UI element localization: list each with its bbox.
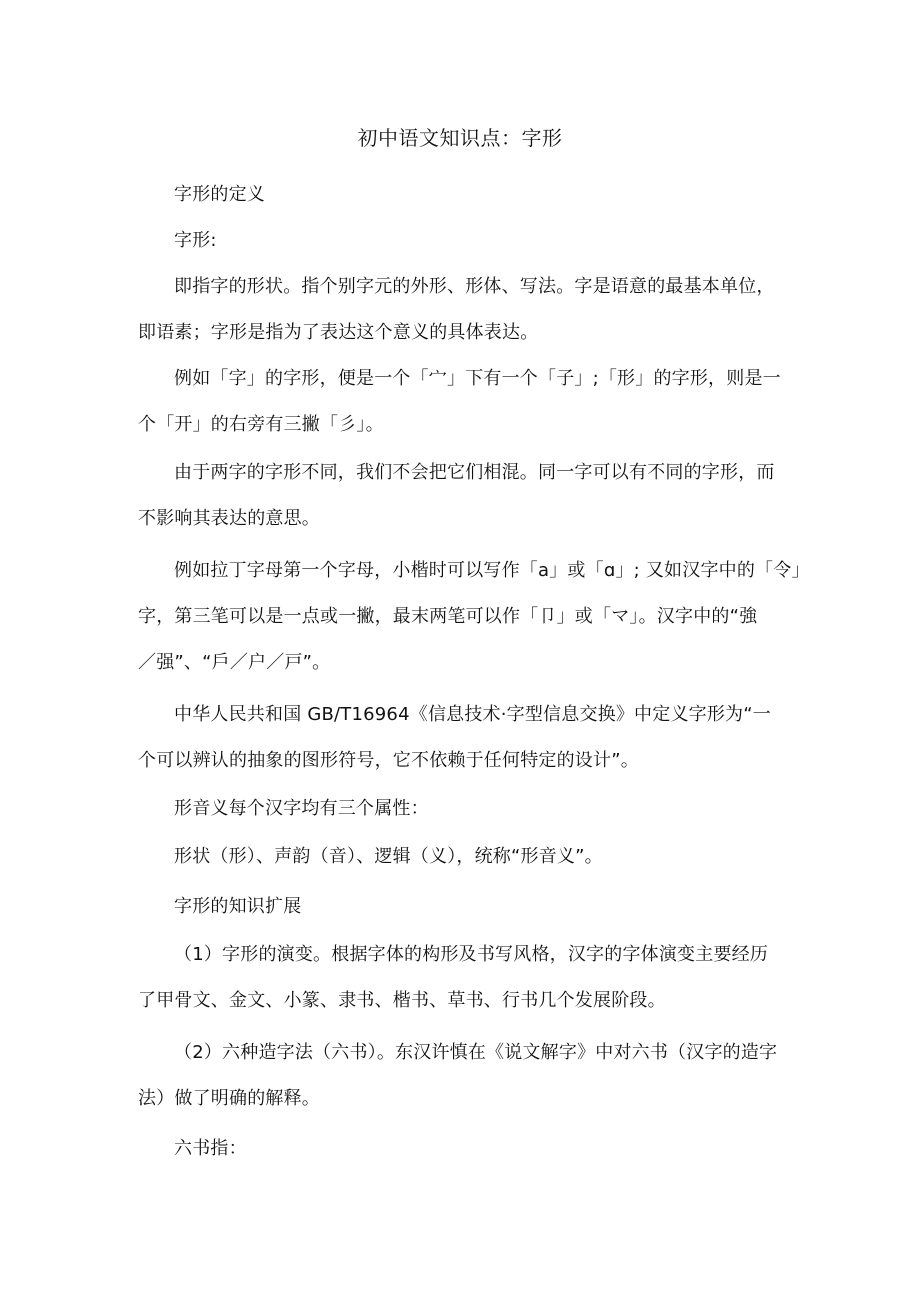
text-line: 由于两字的字形不同，我们不会把它们相混。同一字可以有不同的字形，而	[174, 462, 775, 483]
text-line: 字，第三笔可以是一点或一撇，最末两笔可以作「卩」或「マ」。汉字中的“強	[138, 606, 758, 627]
text-line: 形状（形）、声韵（音）、逻辑（义），统称“形音义”。	[174, 846, 603, 867]
text-line: 字形:	[174, 230, 217, 251]
text-line: 个「开」的右旁有三撇「彡」。	[138, 414, 384, 435]
document-title: 初中语文知识点：字形	[357, 126, 563, 150]
paragraph-liushu	[138, 1030, 798, 1122]
text-line: （2）六种造字法（六书）。东汉许慎在《说文解字》中对六书（汉字的造字	[174, 1042, 778, 1063]
paragraph-xingyinyi	[138, 834, 798, 880]
text-line: 字形的定义	[174, 184, 265, 205]
paragraph-zixing-label	[138, 218, 798, 264]
text-line: 不影响其表达的意思。	[138, 508, 320, 529]
paragraph-example-latin	[138, 548, 810, 686]
text-line: 六书指：	[174, 1138, 247, 1159]
text-line: 形音义每个汉字均有三个属性：	[174, 798, 429, 819]
paragraph-three-attributes	[138, 786, 798, 832]
text-line: 即指字的形状。指个别字元的外形、形体、写法。字是语意的最基本单位，	[174, 276, 775, 297]
paragraph-evolution	[138, 932, 798, 1024]
paragraph-extension-heading	[138, 884, 798, 930]
paragraph-difference	[138, 450, 798, 542]
text-line: ／强”、“戶／户／戸”。	[138, 652, 331, 673]
text-line: 个可以辨认的抽象的图形符号，它不依赖于任何特定的设计”。	[138, 750, 639, 771]
text-line: 例如「字」的字形，便是一个「宀」下有一个「子」;「形」的字形，则是一	[174, 368, 781, 389]
paragraph-example-zi	[138, 356, 798, 448]
text-line: 字形的知识扩展	[174, 896, 302, 917]
text-line: （1）字形的演变。根据字体的构形及书写风格，汉字的字体演变主要经历	[174, 944, 769, 965]
text-line: 即语素；字形是指为了表达这个意义的具体表达。	[138, 322, 539, 343]
paragraph-gb-standard	[138, 692, 798, 784]
paragraph-definition-heading	[138, 172, 798, 218]
text-line: 例如拉丁字母第一个字母，小楷时可以写作「a」或「ɑ」; 又如汉字中的「令」	[174, 560, 810, 581]
text-line: 法）做了明确的解释。	[138, 1088, 320, 1109]
paragraph-definition	[138, 264, 798, 356]
paragraph-liushu-list-heading	[138, 1126, 798, 1172]
text-line: 中华人民共和国 GB/T16964《信息技术·字型信息交换》中定义字形为“一	[174, 704, 771, 725]
text-line: 了甲骨文、金文、小篆、隶书、楷书、草书、行书几个发展阶段。	[138, 990, 666, 1011]
